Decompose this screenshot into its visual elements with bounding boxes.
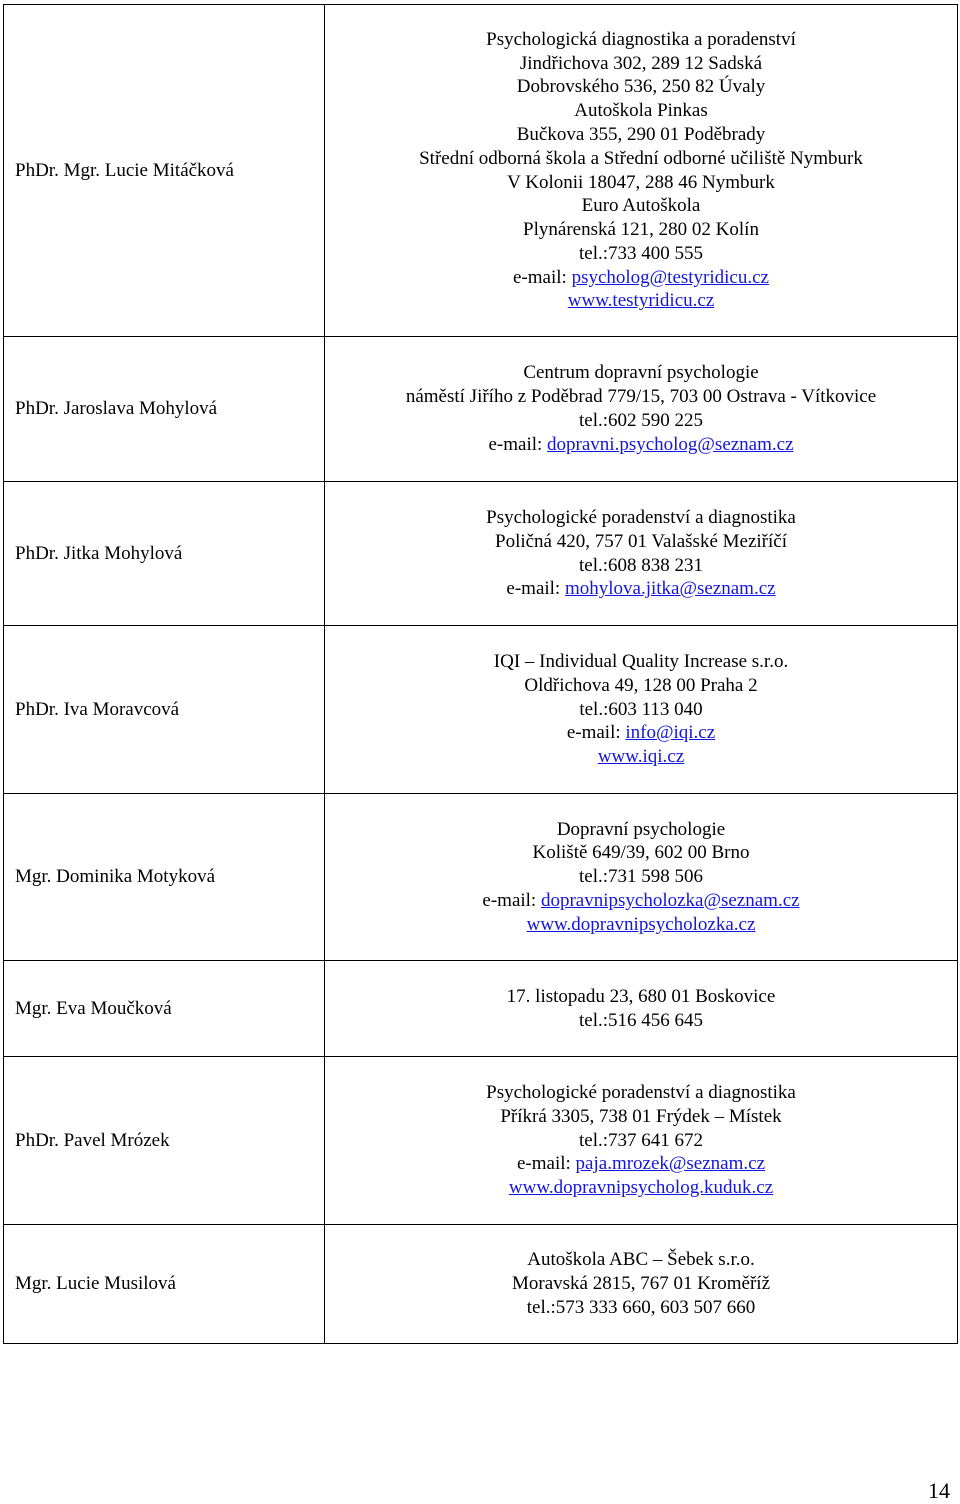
contact-details: [325, 1057, 958, 1225]
contact-link-line: [325, 577, 957, 601]
contact-line: tel.:733 400 555: [578, 242, 704, 264]
contact-line: Bučkova 355, 290 01 Poděbrady: [516, 123, 766, 145]
contact-line: tel.:573 333 660, 603 507 660: [526, 1296, 756, 1318]
contact-details: [325, 961, 958, 1057]
contact-link-line: [325, 745, 957, 769]
directory-row: [4, 482, 958, 626]
contact-details: [325, 5, 958, 337]
contact-line: Oldřichova 49, 128 00 Praha 2: [524, 674, 758, 696]
contact-line: Autoškola ABC – Šebek s.r.o.: [527, 1249, 755, 1271]
contact-line: Autoškola Pinkas: [574, 100, 708, 122]
email-link[interactable]: mohylova.jitka@seznam.cz: [564, 578, 776, 600]
contact-line: tel.:602 590 225: [578, 410, 704, 431]
person-name: Mgr. Dominika Motyková: [4, 794, 325, 961]
contact-line: Psychologické poradenství a diagnostika: [486, 506, 796, 528]
directory-row: [4, 337, 958, 482]
email-label: e-mail:: [566, 722, 626, 744]
email-link[interactable]: paja.mrozek@seznam.cz: [575, 1153, 765, 1175]
contact-line: Příkrá 3305, 738 01 Frýdek – Místek: [500, 1105, 782, 1127]
email-label: e-mail:: [482, 889, 541, 911]
email-label: e-mail:: [506, 578, 565, 600]
directory-row: [4, 794, 958, 961]
email-label: e-mail:: [513, 266, 572, 288]
directory-row: [4, 5, 958, 337]
contact-line: Moravská 2815, 767 01 Kroměříž: [511, 1273, 771, 1295]
website-link[interactable]: www.testyridicu.cz: [567, 290, 715, 312]
contact-details: [325, 337, 958, 482]
contact-line: IQI – Individual Quality Increase s.r.o.: [493, 651, 789, 672]
person-name: PhDr. Iva Moravcová: [4, 626, 325, 794]
contact-line: Jindřichova 302, 289 12 Sadská: [519, 52, 763, 74]
contact-line: tel.:603 113 040: [579, 698, 703, 720]
contact-line: Dopravní psychologie: [556, 818, 726, 840]
directory-row: [4, 961, 958, 1057]
email-label: e-mail:: [488, 433, 548, 455]
website-link[interactable]: www.dopravnipsycholog.kuduk.cz: [508, 1177, 774, 1199]
contact-link-line: [325, 913, 957, 937]
directory-row: [4, 626, 958, 794]
contact-line: tel.:737 641 672: [578, 1129, 704, 1151]
contact-line: Poličná 420, 757 01 Valašské Meziříčí: [495, 530, 787, 552]
person-name: Mgr. Eva Moučková: [4, 961, 325, 1057]
contact-line: 17. listopadu 23, 680 01 Boskovice: [506, 985, 776, 1007]
contact-line: Plynárenská 121, 280 02 Kolín: [523, 219, 759, 241]
contact-line: Střední odborná škola a Střední odborné učiliště Nymburk: [419, 147, 863, 169]
contact-line: tel.:731 598 506: [578, 866, 704, 888]
contact-link-line: [325, 433, 957, 457]
directory-row: [4, 1057, 958, 1225]
contact-line: Psychologické poradenství a diagnostika: [486, 1082, 796, 1103]
contact-link-line: [325, 1176, 957, 1200]
contact-line: náměstí Jiřího z Poděbrad 779/15, 703 00 Ostrava - Vítkovice: [405, 386, 877, 408]
person-name: PhDr. Jitka Mohylová: [4, 482, 325, 626]
email-link[interactable]: info@iqi.cz: [625, 722, 716, 744]
contact-details: [325, 626, 958, 794]
page-number: 14: [928, 1478, 950, 1503]
person-name: PhDr. Jaroslava Mohylová: [4, 337, 325, 482]
contact-line: tel.:608 838 231: [578, 554, 704, 576]
person-name: Mgr. Lucie Musilová: [4, 1225, 325, 1344]
contact-link-line: [325, 266, 957, 290]
contact-line: Psychologická diagnostika a poradenství: [486, 28, 796, 50]
contact-line: Euro Autoškola: [581, 195, 701, 217]
contact-line: Koliště 649/39, 602 00 Brno: [532, 842, 750, 864]
contact-line: Dobrovského 536, 250 82 Úvaly: [516, 76, 766, 98]
email-link[interactable]: psycholog@testyridicu.cz: [571, 266, 769, 288]
person-name: PhDr. Pavel Mrózek: [4, 1057, 325, 1225]
psychologist-directory-table: [3, 4, 958, 1344]
email-link[interactable]: dopravni.psycholog@seznam.cz: [547, 433, 794, 455]
website-link[interactable]: www.iqi.cz: [597, 746, 685, 768]
contact-details: [325, 482, 958, 626]
contact-line: V Kolonii 18047, 288 46 Nymburk: [507, 171, 775, 193]
contact-link-line: [325, 289, 957, 313]
contact-line: Centrum dopravní psychologie: [523, 362, 759, 384]
contact-details: [325, 1225, 958, 1344]
directory-body: [4, 5, 958, 1344]
person-name: PhDr. Mgr. Lucie Mitáčková: [4, 5, 325, 337]
contact-link-line: [325, 889, 957, 913]
contact-link-line: [325, 1152, 957, 1176]
website-link[interactable]: www.dopravnipsycholozka.cz: [526, 913, 756, 935]
directory-row: [4, 1225, 958, 1344]
contact-line: tel.:516 456 645: [578, 1009, 704, 1031]
email-label: e-mail:: [516, 1153, 576, 1175]
contact-details: [325, 794, 958, 961]
contact-link-line: [325, 721, 957, 745]
email-link[interactable]: dopravnipsycholozka@seznam.cz: [540, 889, 800, 911]
